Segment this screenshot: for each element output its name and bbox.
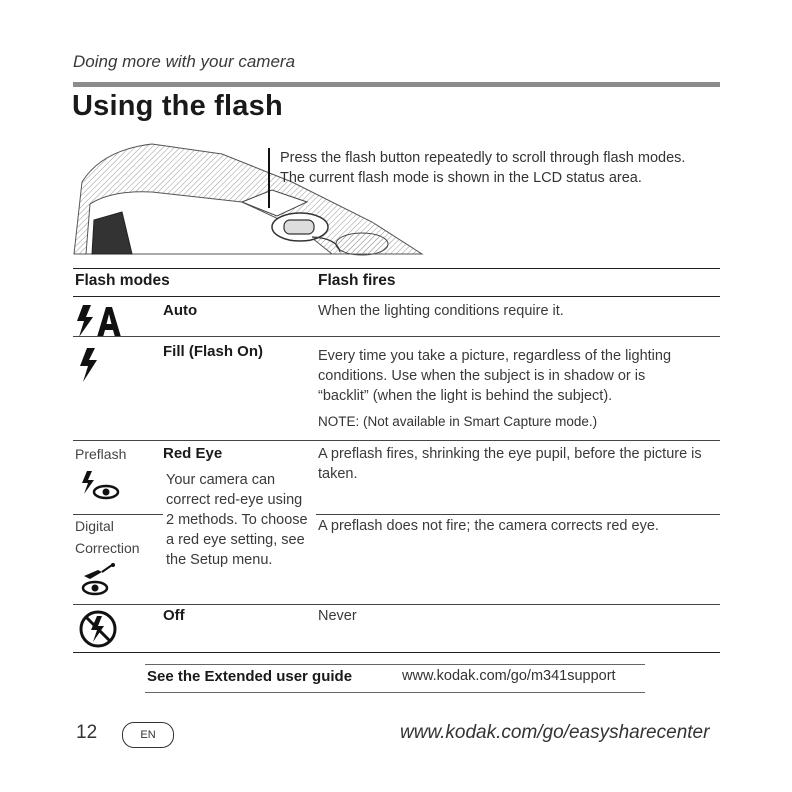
- col-flash-fires: Flash fires: [318, 272, 396, 289]
- desc-off: Never: [318, 608, 357, 624]
- desc-fill-note: NOTE: (Not available in Smart Capture mode.): [318, 414, 598, 429]
- desc-red-eye-digital: A preflash does not fire; the camera corrects red eye.: [318, 518, 659, 534]
- page-title: Using the flash: [72, 90, 283, 122]
- desc-red-eye-preflash: [318, 444, 702, 484]
- page-number: 12: [76, 722, 98, 743]
- table-top-rule: [73, 268, 720, 269]
- flash-auto-icon: [75, 303, 127, 339]
- table-header-rule: [73, 296, 720, 297]
- sub-rule-left: [73, 514, 163, 515]
- red-eye-explain: [166, 470, 308, 570]
- callout-line: [268, 148, 270, 208]
- col-flash-modes: Flash modes: [75, 272, 170, 289]
- red-eye-explain-2: correct red-eye using: [166, 492, 303, 508]
- desc-fill-line-1: Every time you take a picture, regardless of the lighting: [318, 348, 672, 364]
- red-eye-digital-icon: [80, 562, 120, 596]
- guide-url[interactable]: www.kodak.com/go/m341support: [402, 668, 616, 684]
- label-preflash: Preflash: [75, 446, 127, 462]
- mode-red-eye: Red Eye: [163, 445, 223, 462]
- guide-rule-top: [145, 664, 645, 665]
- label-correction: Correction: [75, 540, 140, 556]
- guide-label: See the Extended user guide: [147, 668, 353, 685]
- red-eye-explain-5: the Setup menu.: [166, 552, 273, 568]
- mode-auto: Auto: [163, 302, 198, 319]
- red-eye-explain-1: Your camera can: [166, 472, 276, 488]
- intro-line-1: Press the flash button repeatedly to scroll through flash modes.: [280, 150, 686, 166]
- row-rule-3: [73, 604, 720, 605]
- desc-fill-line-3: “backlit” (when the light is behind the subject).: [318, 388, 613, 404]
- guide-rule-bottom: [145, 692, 645, 693]
- section-heading: Doing more with your camera: [73, 52, 296, 71]
- desc-fill: [318, 346, 671, 432]
- flash-off-icon: [78, 609, 118, 649]
- top-rule: [73, 82, 720, 87]
- sub-rule-right: [316, 514, 720, 515]
- mode-fill: Fill (Flash On): [163, 343, 263, 360]
- red-eye-explain-4: a red eye setting, see: [166, 532, 305, 548]
- intro-line-2: The current flash mode is shown in the LCD status area.: [280, 170, 642, 186]
- footer-url[interactable]: www.kodak.com/go/easysharecenter: [400, 722, 710, 743]
- intro-text: [280, 148, 685, 188]
- language-badge: EN: [122, 722, 174, 748]
- desc-auto: When the lighting conditions require it.: [318, 303, 564, 319]
- flash-fill-icon: [78, 346, 98, 384]
- red-eye-preflash-icon: [80, 470, 120, 500]
- desc-preflash-line-2: taken.: [318, 466, 358, 482]
- table-bottom-rule: [73, 652, 720, 653]
- row-rule-1: [73, 336, 720, 337]
- red-eye-explain-3: 2 methods. To choose: [166, 512, 308, 528]
- mode-off: Off: [163, 607, 185, 624]
- desc-fill-line-2: conditions. Use when the subject is in shadow or is: [318, 368, 646, 384]
- row-rule-2: [73, 440, 720, 441]
- label-digital: Digital: [75, 518, 114, 534]
- desc-preflash-line-1: A preflash fires, shrinking the eye pupil, before the picture is: [318, 446, 702, 462]
